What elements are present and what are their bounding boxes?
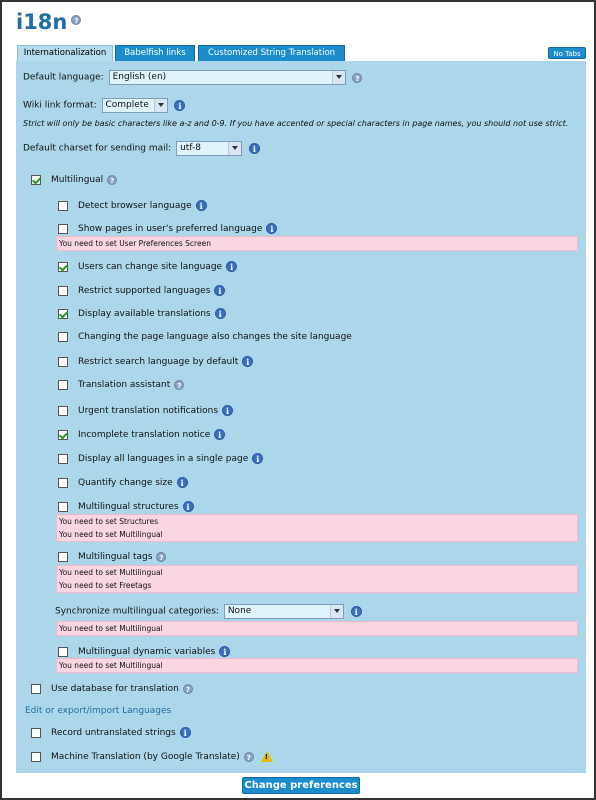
use-database-label: Use database for translation [51,684,179,694]
info-icon[interactable]: i [242,356,253,367]
help-icon[interactable]: ? [156,552,166,562]
option-multilingual-structures [58,501,194,512]
default-language-value: English (en) [112,72,167,82]
help-icon[interactable]: ? [352,73,362,83]
sync-categories-row [55,604,362,619]
warning-text: You need to set User Preferences Screen [59,239,211,248]
option-label: Restrict search language by default [78,356,239,367]
default-language-select[interactable] [109,70,346,85]
wiki-link-format-label: Wiki link format: [23,100,97,111]
info-icon[interactable]: i [215,308,226,319]
option-translation-assistant [58,380,184,391]
option-label: Users can change site language [78,261,223,272]
warning-box [56,658,578,673]
option-users-change-site-language [58,261,237,272]
warning-icon: ! [261,751,273,762]
option-label: Quantify change size [78,477,173,488]
tab-babelfish-links[interactable]: Babelfish links [115,45,195,61]
option-label: Multilingual structures [78,501,179,512]
warning-text: You need to set Freetags [59,581,152,590]
sync-categories-value: None [227,606,252,616]
use-database-row [31,684,193,695]
option-label: Changing the page language also changes the site language [78,332,352,342]
info-icon[interactable]: i [252,453,263,464]
wiki-link-format-select[interactable] [102,98,168,113]
warning-text: You need to set Multilingual [59,568,163,577]
checkbox[interactable] [58,430,68,440]
sync-categories-label: Synchronize multilingual categories: [55,606,219,617]
warning-text: You need to set Multilingual [59,624,163,633]
option-restrict-search-language [58,356,253,367]
edit-languages-link[interactable]: Edit or export/import Languages [25,706,172,716]
checkbox[interactable] [58,552,68,562]
chevron-down-icon [330,605,343,618]
option-incomplete-translation-notice [58,429,225,440]
info-icon[interactable]: i [219,646,230,657]
info-icon[interactable]: i [214,429,225,440]
machine-translation-row [31,751,273,762]
chevron-down-icon [154,99,167,112]
info-icon[interactable]: i [174,100,185,111]
record-untranslated-checkbox[interactable] [31,728,41,738]
option-label: Display all languages in a single page [78,453,249,464]
option-page-language-changes-site-language [58,332,356,343]
option-label: Restrict supported languages [78,285,211,296]
wiki-link-format-note: Strict will only be basic characters like a-z and 0-9. If you have accented or special characters in page names, you should not use strict. [23,119,569,128]
multilingual-label: Multilingual [51,175,104,185]
help-icon[interactable]: ? [174,380,184,390]
checkbox[interactable] [58,224,68,234]
chevron-down-icon [332,71,345,84]
option-label: Incomplete translation notice [78,429,211,440]
checkbox[interactable] [58,454,68,464]
warning-box [56,621,578,636]
info-icon[interactable]: i [183,501,194,512]
info-icon[interactable]: i [177,477,188,488]
checkbox[interactable] [58,332,68,342]
tab-internationalization[interactable]: Internationalization [17,45,113,61]
option-label: Multilingual dynamic variables [78,646,216,657]
option-display-available-translations [58,308,226,319]
info-icon[interactable]: i [249,143,260,154]
no-tabs-button[interactable]: No Tabs [548,47,586,59]
option-label: Detect browser language [78,200,192,211]
default-language-row [23,70,362,85]
option-multilingual-tags [58,552,166,563]
warning-box [56,565,578,593]
checkbox[interactable] [58,478,68,488]
checkbox[interactable] [58,201,68,211]
machine-translation-checkbox[interactable] [31,752,41,762]
info-icon[interactable]: i [196,200,207,211]
option-urgent-translation-notifications [58,405,233,416]
info-icon[interactable]: i [180,727,191,738]
wiki-link-format-row [23,98,185,113]
option-label: Show pages in user's preferred language [78,223,263,234]
machine-translation-label: Machine Translation (by Google Translate) [51,751,240,762]
warning-text: You need to set Multilingual [59,661,163,670]
help-icon[interactable]: ? [183,684,193,694]
use-database-checkbox[interactable] [31,684,41,694]
option-label: Display available translations [78,308,211,319]
warning-text: You need to set Structures [59,517,158,526]
default-charset-select[interactable] [176,141,242,156]
info-icon[interactable]: i [351,606,362,617]
warning-box [56,514,578,542]
checkbox[interactable] [58,502,68,512]
record-untranslated-row [31,727,191,738]
option-detect-browser-language [58,200,207,211]
checkbox[interactable] [58,357,68,367]
record-untranslated-label: Record untranslated strings [51,727,176,738]
default-charset-value: utf-8 [180,143,201,153]
option-show-pages-preferred-language [58,223,277,234]
checkbox[interactable] [58,647,68,657]
option-quantify-change-size [58,477,188,488]
multilingual-checkbox[interactable] [31,175,41,185]
sync-categories-select[interactable] [224,604,344,619]
option-multilingual-dynamic-variables [58,646,230,657]
default-charset-row [23,141,260,156]
option-label: Multilingual tags [78,552,153,562]
chevron-down-icon [228,142,241,155]
help-icon[interactable]: ? [71,15,81,25]
help-icon[interactable]: ? [244,752,254,762]
option-label: Translation assistant [78,380,171,390]
warning-box [56,236,578,251]
page-title: i18n [16,10,68,34]
checkbox[interactable] [58,262,68,272]
tab-customized-string-translation[interactable]: Customized String Translation [198,45,345,61]
wiki-link-format-value: Complete [105,100,149,110]
checkbox[interactable] [58,380,68,390]
checkbox[interactable] [58,309,68,319]
option-restrict-supported-languages [58,285,225,296]
checkbox[interactable] [58,286,68,296]
checkbox[interactable] [58,406,68,416]
info-icon[interactable]: i [266,223,277,234]
change-preferences-button[interactable]: Change preferences [242,777,360,794]
multilingual-row [31,175,117,186]
warning-text: You need to set Multilingual [59,530,163,539]
info-icon[interactable]: i [226,261,237,272]
help-icon[interactable]: ? [107,175,117,185]
page-title-block [16,10,81,34]
option-label: Urgent translation notifications [78,405,219,416]
info-icon[interactable]: i [222,405,233,416]
default-charset-label: Default charset for sending mail: [23,143,172,154]
option-display-all-languages [58,453,263,464]
info-icon[interactable]: i [214,285,225,296]
default-language-label: Default language: [23,72,104,83]
